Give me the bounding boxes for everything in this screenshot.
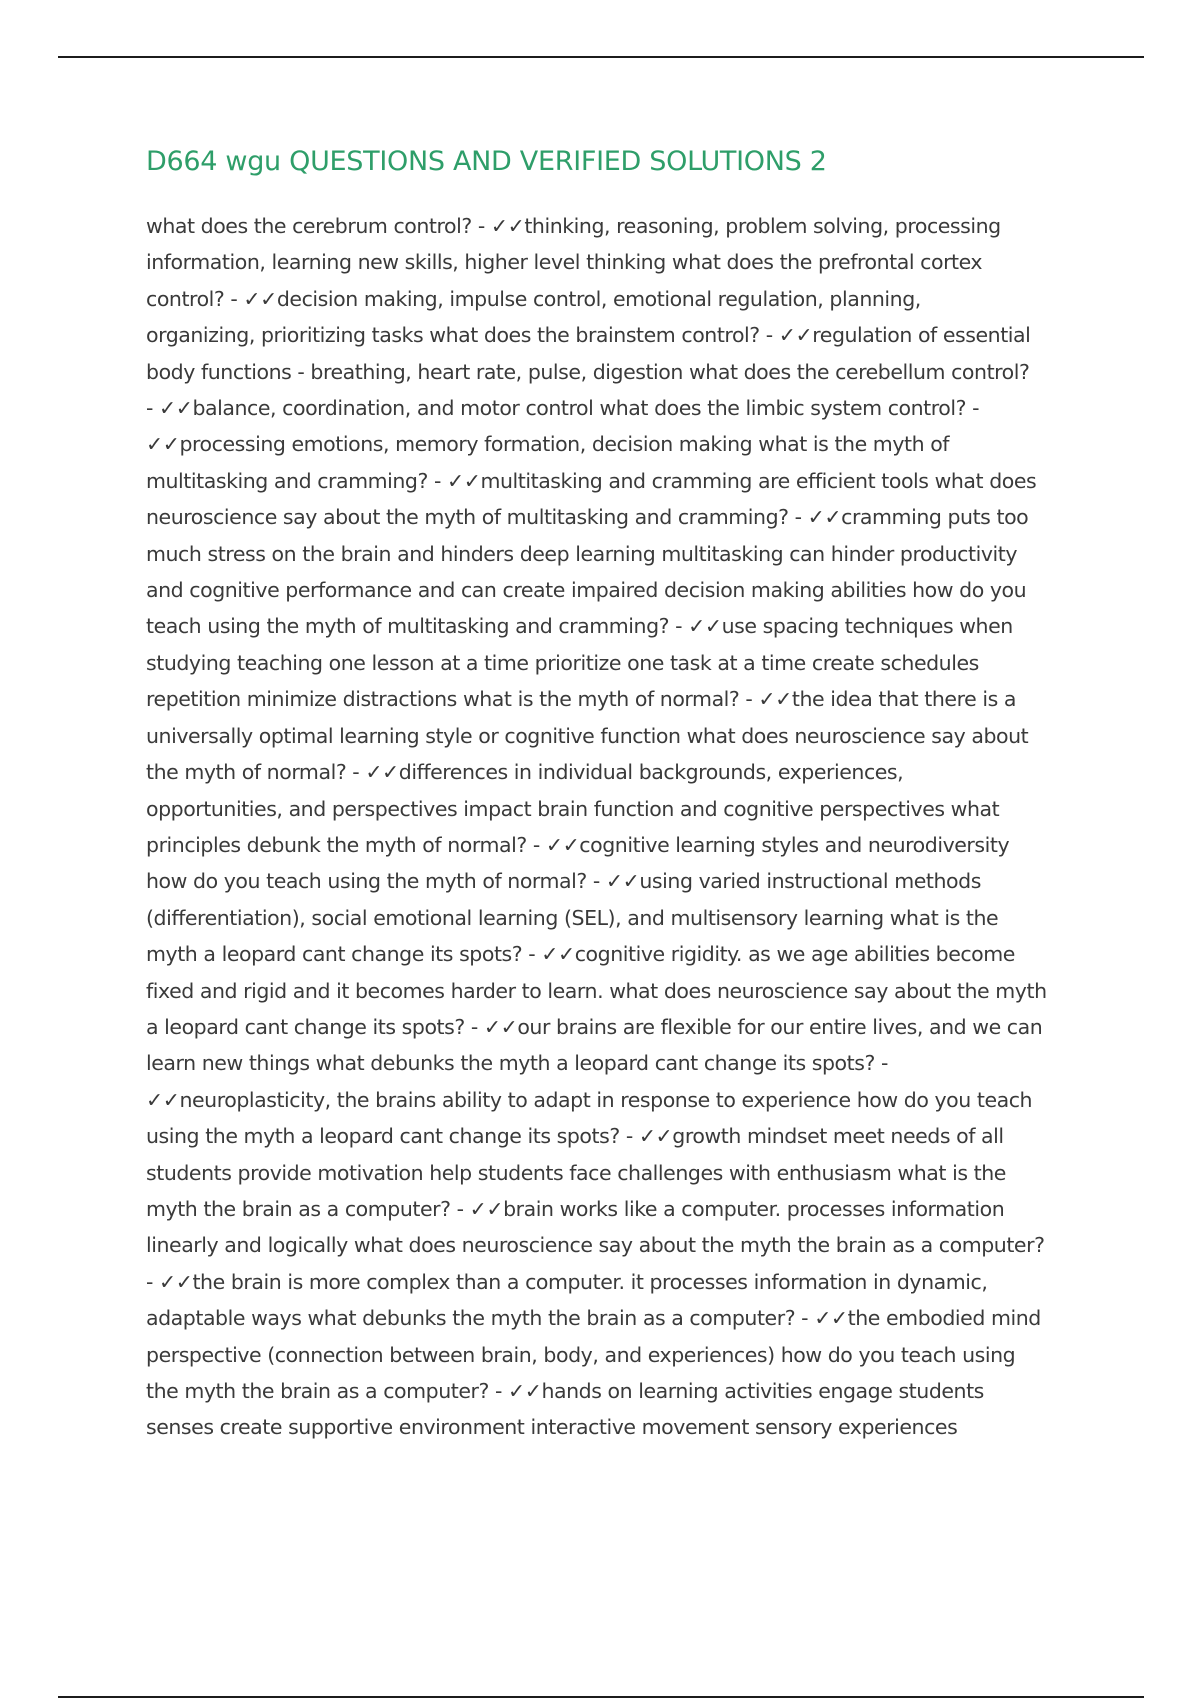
body-line: studying teaching one lesson at a time prioritize one task at a time create schedules (146, 650, 979, 675)
body-line: adaptable ways what debunks the myth the brain as a computer? - ✓✓the embodied mind (146, 1306, 1041, 1331)
body-line: learn new things what debunks the myth a leopard cant change its spots? - (146, 1051, 888, 1076)
body-line: a leopard cant change its spots? - ✓✓our brains are flexible for our entire lives, and we can (146, 1014, 1043, 1039)
body-line: senses create supportive environment interactive movement sensory experiences (146, 1415, 958, 1440)
body-line: the myth the brain as a computer? - ✓✓hands on learning activities engage students (146, 1379, 984, 1403)
body-line: linearly and logically what does neuroscience say about the myth the brain as a computer? (146, 1233, 1045, 1258)
body-line: - ✓✓the brain is more complex than a computer. it processes information in dynamic, (146, 1269, 988, 1294)
body-line: (differentiation), social emotional learning (SEL), and multisensory learning what is the (146, 905, 999, 930)
body-line: teach using the myth of multitasking and cramming? - ✓✓use spacing techniques when (146, 614, 1013, 639)
body-line: ✓✓neuroplasticity, the brains ability to adapt in response to experience how do you teach (146, 1087, 1033, 1112)
body-line: repetition minimize distractions what is the myth of normal? - ✓✓the idea that there is a (146, 687, 1016, 712)
body-line: body functions - breathing, heart rate, pulse, digestion what does the cerebellum control? (146, 359, 1030, 384)
body-line: - ✓✓balance, coordination, and motor control what does the limbic system control? - (146, 396, 980, 421)
body-line: how do you teach using the myth of normal? - ✓✓using varied instructional methods (146, 869, 981, 894)
body-line: organizing, prioritizing tasks what does the brainstem control? - ✓✓regulation of essential (146, 323, 1031, 348)
body-line: myth the brain as a computer? - ✓✓brain works like a computer. processes information (146, 1196, 1005, 1221)
body-line: using the myth a leopard cant change its spots? - ✓✓growth mindset meet needs of all (146, 1124, 1004, 1149)
body-line: what does the cerebrum control? - ✓✓thinking, reasoning, problem solving, processing (146, 214, 1001, 238)
body-line: opportunities, and perspectives impact brain function and cognitive perspectives what (146, 796, 1000, 821)
body-line: students provide motivation help students face challenges with enthusiasm what is the (146, 1160, 1006, 1185)
body-line: multitasking and cramming? - ✓✓multitasking and cramming are efficient tools what does (146, 468, 1037, 493)
footer-rule (58, 1696, 1144, 1698)
body-line: and cognitive performance and can create impaired decision making abilities how do you (146, 578, 1027, 603)
header-rule (58, 56, 1144, 58)
body-line: perspective (connection between brain, body, and experiences) how do you teach using (146, 1342, 1016, 1367)
body-line: neuroscience say about the myth of multitasking and cramming? - ✓✓cramming puts too (146, 505, 1029, 530)
body-line: information, learning new skills, higher level thinking what does the prefrontal cortex (146, 250, 983, 275)
body-line: much stress on the brain and hinders deep learning multitasking can hinder productivity (146, 541, 1018, 566)
body-line: ✓✓processing emotions, memory formation, decision making what is the myth of (146, 432, 950, 457)
body-line: the myth of normal? - ✓✓differences in individual backgrounds, experiences, (146, 760, 904, 785)
body-line: universally optimal learning style or cognitive function what does neuroscience say about (146, 723, 1029, 748)
body-line: principles debunk the myth of normal? - ✓✓cognitive learning styles and neurodiversity (146, 832, 1010, 857)
body-line: fixed and rigid and it becomes harder to learn. what does neuroscience say about the myth (146, 978, 1047, 1003)
body-line: control? - ✓✓decision making, impulse control, emotional regulation, planning, (146, 286, 921, 311)
document-title: D664 wgu QUESTIONS AND VERIFIED SOLUTIONS 2 (146, 146, 827, 177)
body-line: myth a leopard cant change its spots? - ✓✓cognitive rigidity. as we age abilities become (146, 942, 1015, 967)
document-body (146, 208, 1096, 1446)
